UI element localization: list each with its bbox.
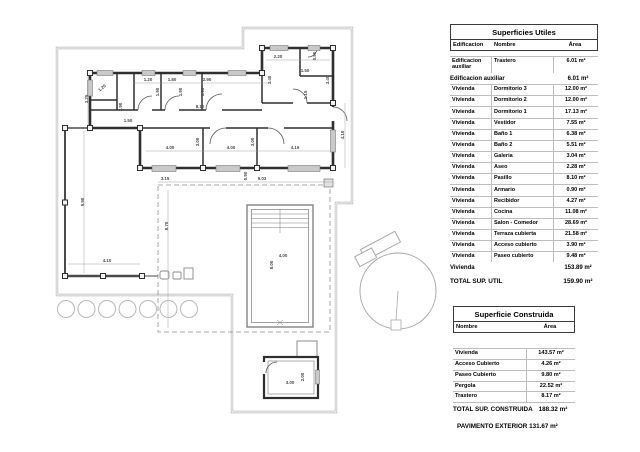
cell-edificacion: Vivienda (450, 230, 492, 240)
dimension-label: 1.20 (143, 77, 153, 82)
dimension-label: 9.90 (80, 197, 85, 207)
cell-area: 0.90 m² (566, 186, 586, 193)
dimension-label: 3.00 (285, 380, 295, 385)
dimension-label: 0.90 (243, 171, 248, 181)
cell-nombre: Recibidor (492, 197, 554, 207)
dimension-label: 4.10 (102, 258, 112, 263)
cell-nombre: Dormitorio 2 (492, 96, 554, 106)
cell-nombre: Dormitorio 1 (492, 107, 554, 117)
cell-edificacion: Vivienda (450, 241, 492, 251)
trastero-building (263, 341, 320, 398)
cell-area: 4.27 m² (566, 197, 586, 204)
surface-row (450, 106, 598, 117)
surface-row (450, 56, 598, 73)
total-row (450, 274, 598, 287)
constructed-total-row (453, 406, 575, 413)
cell-edificacion: Vivienda (450, 141, 492, 151)
surface-row (450, 173, 598, 184)
surface-row (450, 151, 598, 162)
row-label: Vivienda (450, 264, 475, 271)
constructed-row (453, 381, 575, 392)
cell-area: 21.58 m² (564, 231, 587, 238)
cell-edificacion: Vivienda (450, 197, 492, 207)
dimension-label: 2.90 (118, 102, 123, 112)
cell-area: 17.13 m² (564, 108, 587, 115)
dimension-label: 3.15 (160, 176, 170, 181)
dimension-label: 8.10 (195, 104, 205, 109)
cell-nombre: Baño 1 (492, 130, 554, 140)
dimension-label: 1.50 (300, 68, 310, 73)
constructed-surface-title: Superficie Construida (453, 306, 575, 322)
useful-surfaces-header (450, 40, 598, 51)
cell-area: 9.80 m² (541, 371, 561, 378)
cell-area: 22.52 m² (539, 382, 563, 389)
dimension-label: 1.15 (303, 90, 308, 100)
dimension-label: 0.90 (312, 51, 317, 61)
cell-area: 4.26 m² (541, 360, 561, 367)
cell-area: 2.28 m² (566, 164, 586, 171)
cell-edificacion: Vivienda (450, 85, 492, 95)
dimension-label: 3.25 (84, 94, 89, 104)
dimension-label: 1.20 (97, 83, 107, 93)
dimension-label: 1.90 (200, 87, 205, 97)
surface-row (450, 129, 598, 140)
cell-edificacion: Vivienda (450, 208, 492, 218)
surface-row (450, 184, 598, 195)
cell-area: 8.10 m² (566, 175, 586, 182)
planters (160, 268, 193, 279)
dimension-label: 4.00 (165, 145, 175, 150)
header-area: Área (568, 42, 582, 48)
constructed-row (453, 391, 575, 403)
dimension-label: 2.00 (300, 372, 305, 382)
house-exterior-walls (90, 48, 333, 168)
dimension-label: 8.00 (269, 260, 274, 270)
dimension-label: 3.00 (195, 137, 200, 147)
useful-surfaces-title: Superficies Utiles (450, 24, 598, 40)
cell-edificacion: Vivienda (450, 185, 492, 195)
dimension-label: 3.00 (250, 137, 255, 147)
row-label: Edificacion auxiliar (450, 75, 505, 82)
surface-row (450, 240, 598, 251)
cell-nombre: Baño 2 (492, 141, 554, 151)
cell-edificacion: Vivienda (450, 219, 492, 229)
surface-row (450, 229, 598, 240)
swimming-pool (247, 205, 313, 327)
dimension-label: 2.90 (202, 77, 212, 82)
cell-nombre: Salon - Comedor (492, 219, 554, 229)
dimension-label: 4.15 (290, 145, 300, 150)
header-area: Área (543, 324, 557, 330)
dimension-label: 9.03 (257, 176, 267, 181)
header-nombre: Nombre (456, 324, 478, 330)
dimension-label: 3.40 (267, 75, 272, 85)
row-area: 159.90 m² (563, 277, 593, 285)
cell-edificacion: Vivienda (450, 107, 492, 117)
cell-area: 11.08 m² (565, 208, 587, 215)
surface-row (450, 95, 598, 106)
cell-area: 12.00 m² (564, 97, 587, 104)
cell-nombre: Paseo Cubierto (453, 371, 527, 381)
cell-nombre: Armario (492, 185, 554, 195)
dimension-label: 1.50 (123, 118, 133, 123)
cell-edificacion: Vivienda (450, 119, 492, 129)
constructed-surface-body (453, 348, 575, 403)
cell-area: 5.51 m² (566, 141, 586, 148)
header-edificacion: Edificacion (453, 42, 484, 48)
surface-row (450, 196, 598, 207)
cell-edificacion: Vivienda (450, 130, 492, 140)
surface-row (450, 84, 598, 95)
surface-row (450, 218, 598, 229)
pergola-post (324, 179, 333, 187)
cell-nombre: Acceso cubierto (492, 241, 554, 251)
cell-nombre: Acceso Cubierto (453, 360, 527, 370)
cell-nombre: Cocina (492, 208, 554, 218)
cell-nombre: Galeria (492, 152, 554, 162)
row-area: 6.01 m² (567, 75, 589, 82)
exterior-paving-note: PAVIMENTO EXTERIOR 131.67 m² (457, 423, 558, 431)
constructed-total-label: TOTAL SUP. CONSTRUIDA (453, 406, 533, 414)
large-tree-icon (355, 231, 436, 330)
cell-area: 6.01 m² (566, 58, 586, 65)
surface-row (450, 251, 598, 262)
row-area: 153.89 m² (564, 264, 592, 271)
cell-area: 8.17 m² (541, 393, 561, 400)
surface-row (450, 207, 598, 218)
cell-nombre: Terraza cubierta (492, 230, 554, 240)
cell-area: 3.90 m² (566, 242, 586, 249)
surface-row (450, 118, 598, 129)
header-nombre: Nombre (494, 42, 516, 48)
cell-area: 6.38 m² (566, 130, 586, 137)
surface-row (450, 140, 598, 151)
cell-edificacion: Vivienda (450, 96, 492, 106)
cell-area: 12.00 m² (564, 86, 587, 93)
cell-edificacion: Vivienda (450, 152, 492, 162)
cell-edificacion: Vivienda (450, 163, 492, 173)
cell-area: 3.04 m² (566, 153, 586, 160)
cell-nombre: Vivienda (453, 349, 527, 359)
cell-nombre: Vestidor (492, 119, 554, 129)
subtotal-row (450, 73, 598, 84)
cell-nombre: Aseo (492, 163, 554, 173)
dimension-label: 2.20 (273, 54, 283, 59)
constructed-total-value: 188.32 m² (538, 406, 568, 414)
surface-row (450, 162, 598, 173)
cell-area: 28.69 m² (564, 219, 587, 226)
dimension-label: 4.00 (278, 253, 288, 258)
dimension-label: 1.90 (155, 87, 160, 97)
cell-nombre: Trastero (453, 392, 527, 402)
cell-edificacion: Vivienda (450, 252, 492, 262)
dimension-label: 1.80 (167, 77, 177, 82)
cell-area: 9.48 m² (566, 253, 586, 260)
tree-row-icons (58, 301, 198, 318)
cell-nombre: Trastero (492, 57, 554, 73)
dimension-label: 4.00 (226, 145, 236, 150)
cell-nombre: Paseo cubierto (492, 252, 554, 262)
constructed-row (453, 359, 575, 370)
cell-nombre: Dormitorio 3 (492, 85, 554, 95)
cell-edificacion: Edificacion auxiliar (450, 57, 492, 73)
cell-edificacion: Vivienda (450, 174, 492, 184)
constructed-row (453, 348, 575, 359)
constructed-row (453, 370, 575, 381)
constructed-surface-table (453, 306, 575, 430)
constructed-surface-header (453, 322, 575, 333)
cell-nombre: Pasillo (492, 174, 554, 184)
entrance-opening (331, 107, 336, 121)
cell-area: 7.55 m² (566, 119, 586, 126)
useful-surfaces-body (450, 56, 598, 287)
row-label: TOTAL SUP. UTIL (450, 277, 503, 285)
dimension-label: 4.10 (340, 130, 345, 140)
cell-nombre: Pergola (453, 382, 527, 392)
dimension-label: 3.40 (325, 75, 330, 85)
useful-surfaces-table (450, 24, 598, 287)
subtotal-row (450, 262, 598, 273)
dimension-label: 1.90 (178, 87, 183, 97)
cell-area: 143.57 m² (538, 350, 564, 356)
dimension-label: 8.70 (164, 221, 169, 231)
